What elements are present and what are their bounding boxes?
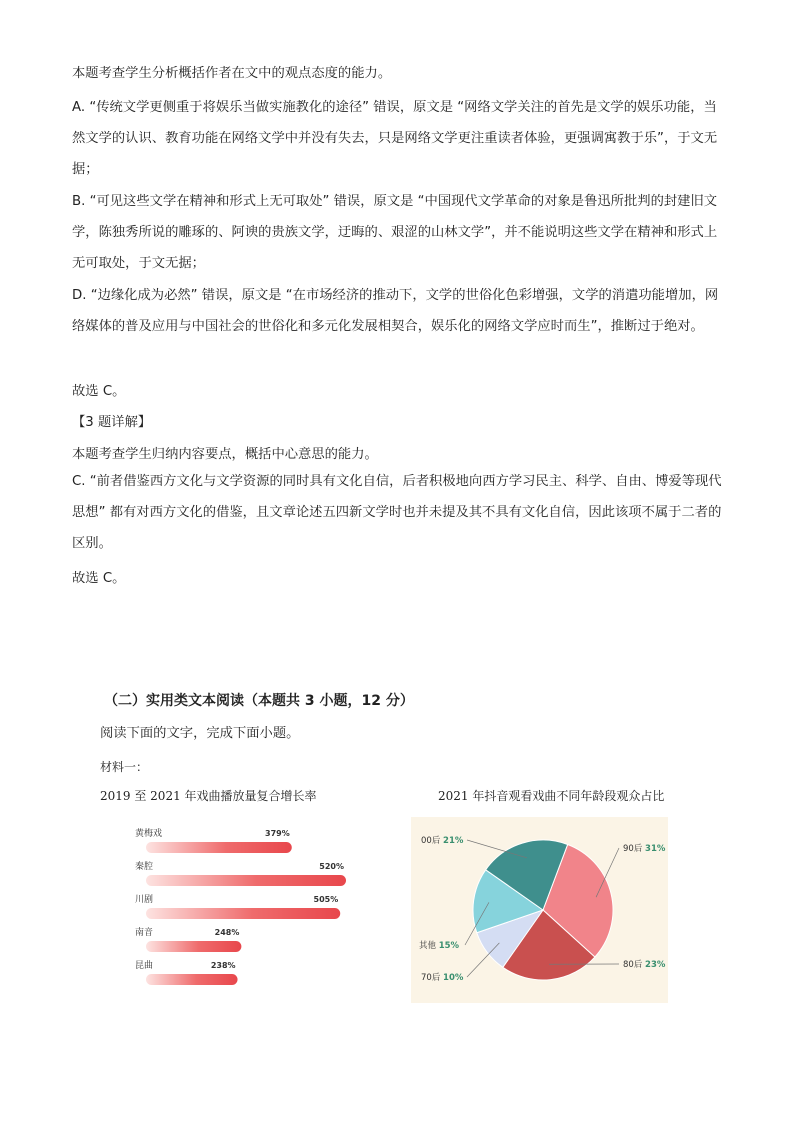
option-a-text: A. “传统文学更侧重于将娱乐当做实施教化的途径” 错误，原文是 “网络文学关注的首先是文学的娱乐功能，当然文学的认识、教育功能在网络文学中并没有失去，只是网络文学更注重读者体验，更强调寓教于乐”，于文无据； bbox=[72, 100, 718, 177]
answer-2: 故选 C。 bbox=[72, 571, 126, 586]
bar bbox=[146, 941, 241, 952]
option-d-text: D. “边缘化成为必然” 错误，原文是 “在市场经济的推动下，文学的世俗化色彩增强，文学的消遣功能增加，网络媒体的普及应用与中国社会的世俗化和多元化发展相契合，娱乐化的网络文学应时而生”，推断过于绝对。 bbox=[72, 288, 719, 334]
pie-chart bbox=[411, 817, 668, 1003]
bar-category-label: 秦腔 bbox=[135, 862, 154, 872]
bar-chart bbox=[128, 820, 368, 1000]
q3-header: 【3 题详解】 bbox=[72, 415, 152, 430]
analysis-intro: 本题考查学生分析概括作者在文中的观点态度的能力。 bbox=[72, 66, 392, 81]
bar-category-label: 黄梅戏 bbox=[135, 829, 163, 839]
bar-value-label: 238% bbox=[210, 961, 236, 970]
bar-category-label: 南音 bbox=[135, 928, 154, 938]
material-label: 材料一： bbox=[100, 760, 149, 774]
bar bbox=[146, 842, 292, 853]
bar-value-label: 248% bbox=[214, 928, 240, 937]
section-title: （二）实用类文本阅读（本题共 3 小题，12 分） bbox=[104, 693, 414, 709]
bar bbox=[146, 908, 340, 919]
bar-chart-title: 2019 至 2021 年戏曲播放量复合增长率 bbox=[100, 789, 317, 803]
bar-category-label: 川剧 bbox=[135, 895, 154, 905]
bar bbox=[146, 875, 346, 886]
bar-category-label: 昆曲 bbox=[135, 961, 154, 971]
pie-label: 90后 31% bbox=[623, 844, 666, 854]
bar-value-label: 379% bbox=[265, 829, 290, 838]
pie-label: 00后 21% bbox=[421, 836, 464, 846]
pie-label: 70后 10% bbox=[421, 973, 464, 983]
pie-label: 其他 15% bbox=[419, 941, 460, 951]
option-c-text: C. “前者借鉴西方文化与文学资源的同时具有文化自信，后者积极地向西方学习民主、科学、自由、博爱等现代思想” 都有对西方文化的借鉴，且文章论述五四新文学时也并未提及其不具有文化自信，因此该项不属于二者的区别。 bbox=[72, 474, 722, 551]
answer-1: 故选 C。 bbox=[72, 384, 126, 399]
bar-value-label: 505% bbox=[313, 895, 339, 904]
reading-instruction: 阅读下面的文字，完成下面小题。 bbox=[100, 726, 300, 741]
bar bbox=[146, 974, 238, 985]
option-b-text: B. “可见这些文学在精神和形式上无可取处” 错误，原文是 “中国现代文学革命的对象是鲁迅所批判的封建旧文学，陈独秀所说的雕琢的、阿谀的贵族文学，迂晦的、艰涩的山林文学”，并不能说明这些文学在精神和形式上无可取处，于文无据； bbox=[72, 194, 718, 271]
pie-label: 80后 23% bbox=[623, 960, 666, 970]
pie-chart-title: 2021 年抖音观看戏曲不同年龄段观众占比 bbox=[438, 789, 665, 803]
q3-intro: 本题考查学生归纳内容要点，概括中心意思的能力。 bbox=[72, 447, 378, 462]
bar-value-label: 520% bbox=[319, 862, 344, 871]
